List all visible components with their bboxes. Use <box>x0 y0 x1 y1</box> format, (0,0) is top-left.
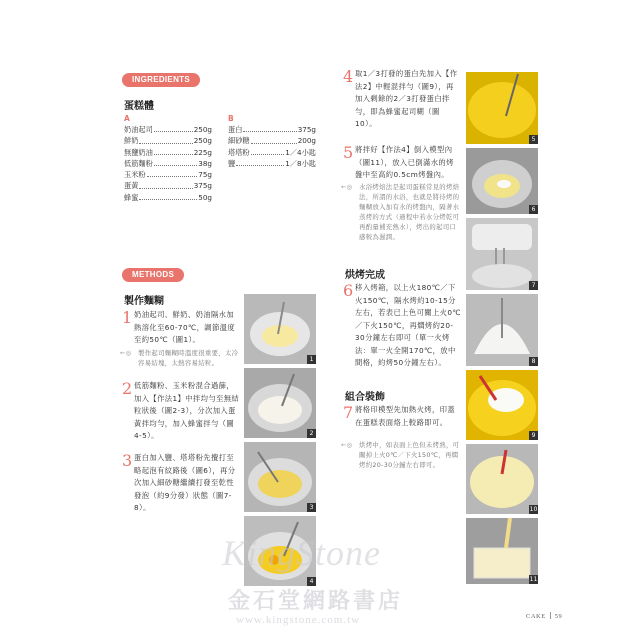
step-6 <box>343 282 461 370</box>
step-photo-9 <box>466 370 538 440</box>
step-photo-1 <box>244 294 316 364</box>
ingredient-row: 無鹽奶油 225g <box>124 147 212 157</box>
step-1 <box>122 309 240 347</box>
step-4 <box>343 68 461 131</box>
photo-number: 11 <box>529 576 538 583</box>
step-text: 將格印模型先加熱火烤，印蓋在蛋糕表面烙上較路即可。 <box>355 405 456 427</box>
step-text: 移入烤箱，以上火180℃／下火150℃，隔水烤約10-15分左右，若表已上色可關上火0℃／下火150℃，再燜烤約20-30分鐘左右即可（單一火烤法：單一火全開170℃，放中間格，約烤50分鐘左右）。 <box>355 283 461 367</box>
step-text: 將拌好【作法4】倒入模型內（圖11），放入已倒滿水的烤盤中至高約0.5cm烤盤內。 <box>355 145 454 179</box>
note-text: 烘烤中，如表面上色但未烤熟，可關掉上火0℃／下火150℃，再燜烤約20-30分鐘左右即可。 <box>359 441 460 469</box>
ingredient-row: 蛋白 375g <box>228 125 316 134</box>
ingredient-row: 奶油起司 250g <box>124 125 212 134</box>
step-3 <box>122 452 240 515</box>
step-photo-10 <box>466 444 538 514</box>
step-2 <box>122 380 240 443</box>
flour-bowl-image <box>244 368 316 438</box>
mixed-batter-image <box>466 444 538 514</box>
note-7 <box>341 440 461 470</box>
step-number: 6 <box>343 281 354 300</box>
step-7 <box>343 404 461 429</box>
step-photo-6 <box>466 148 538 214</box>
photo-number: 10 <box>529 506 538 513</box>
step-number: 7 <box>343 403 354 422</box>
ingredient-row: 塔塔粉 1／4小匙 <box>228 147 316 157</box>
bake-title: 烘烤完成 <box>345 270 385 281</box>
photo-number: 2 <box>307 429 316 438</box>
step-number: 4 <box>343 67 354 86</box>
watermark-chinese: 金石堂網路書店 <box>228 588 404 614</box>
note-marker: ←◎ <box>341 441 353 449</box>
methods-title: 製作麵糊 <box>124 296 164 307</box>
note-1 <box>120 348 240 368</box>
meringue-whisk-image <box>466 294 538 366</box>
page-number: 59 <box>554 613 563 620</box>
ingredients-title: 蛋糕體 <box>124 101 154 112</box>
photo-number: 6 <box>529 205 538 214</box>
step-number: 1 <box>122 308 133 327</box>
methods-pill: METHODS <box>122 268 184 282</box>
yellow-batter-image <box>466 72 538 144</box>
photo-number: 9 <box>529 431 538 440</box>
photo-number: 3 <box>307 503 316 512</box>
note-marker: ←◎ <box>341 183 353 191</box>
ingredient-row: 低筋麵粉 38g <box>124 158 212 168</box>
ingredient-row: 玉米粉 75g <box>124 170 212 180</box>
ingredient-row: 蜂蜜 50g <box>124 192 212 202</box>
page-footer <box>526 612 562 620</box>
ingredient-row: 鹽 1／8小匙 <box>228 158 316 168</box>
ingredient-row: 蛋黃 375g <box>124 181 212 191</box>
photo-number: 5 <box>529 135 538 144</box>
photo-number: 1 <box>307 355 316 364</box>
photo-number: 7 <box>529 281 538 290</box>
step-photo-8 <box>466 294 538 366</box>
ingredient-row: 細砂糖 200g <box>228 136 316 146</box>
step-photo-11 <box>466 518 538 584</box>
ingredient-group-b-list <box>228 124 316 169</box>
step-photo-2 <box>244 368 316 438</box>
ingredient-row: 鮮奶 250g <box>124 136 212 146</box>
ingredient-group-a-list <box>124 124 212 203</box>
footer-divider <box>550 612 551 619</box>
ingredients-pill: INGREDIENTS <box>122 73 200 87</box>
step-number: 3 <box>122 451 133 470</box>
step-number: 5 <box>343 143 354 162</box>
note-text: 水浴烤焙法是起司蛋糕常見的烤焙法，所謂的水浴，也就是將待烤的麵糊放入加有水的烤盤內，隔著水蒸烤的方式（過程中若水分烤乾可再酌量補充熱水），烤出的起司口感較為濕潤。 <box>359 183 460 241</box>
step-text: 奶油起司、鮮奶、奶油隔水加熱溶化至60-70℃，調節溫度至約50℃（圖1）。 <box>134 310 236 344</box>
photo-number: 8 <box>529 357 538 366</box>
step-5 <box>343 144 461 182</box>
footer-label: CAKE <box>526 613 546 620</box>
note-text: 製作起司麵糊時溫度很重要，太冷容易結塊，太熱容易結粒。 <box>138 349 239 367</box>
mixing-bowl-image <box>244 294 316 364</box>
watermark-brand: KingStone <box>222 533 381 573</box>
step-text: 取1／3打發的蛋白先加入【作法2】中輕混拌勻（圖9），再加入剩餘的2／3打發蛋白拌勻，即為蜂蜜起司糊（圖10）。 <box>355 69 458 128</box>
step-photo-5 <box>466 72 538 144</box>
ingredient-group-b-head: B <box>228 114 234 123</box>
note-5 <box>341 182 461 242</box>
step-number: 2 <box>122 379 133 398</box>
photo-number: 4 <box>307 577 316 586</box>
ingredient-group-a-head: A <box>124 114 130 123</box>
step-photo-7 <box>466 218 538 290</box>
stand-mixer-image <box>466 218 538 290</box>
pouring-mold-image <box>466 518 538 584</box>
batter-bowl-image <box>244 442 316 512</box>
mixing-bowl-image <box>466 148 538 214</box>
watermark-url: www.kingstone.com.tw <box>236 614 361 626</box>
note-marker: ←◎ <box>120 349 132 357</box>
assemble-title: 組合裝飾 <box>345 392 385 403</box>
step-text: 低筋麵粉、玉米粉混合過篩，加入【作法1】中拌均勻至無結粒狀後（圖2-3），分次加入蛋黃拌均勻，加入蜂蜜拌勻（圖4-5）。 <box>134 381 240 440</box>
folding-batter-image <box>466 370 538 440</box>
step-text: 蛋白加入鹽、塔塔粉先攪打至略起泡有紋路後（圖6），再分次加入細砂糖繼續打發至乾性發泡（約9分發）狀態（圖7-8）。 <box>134 453 236 512</box>
step-photo-3 <box>244 442 316 512</box>
